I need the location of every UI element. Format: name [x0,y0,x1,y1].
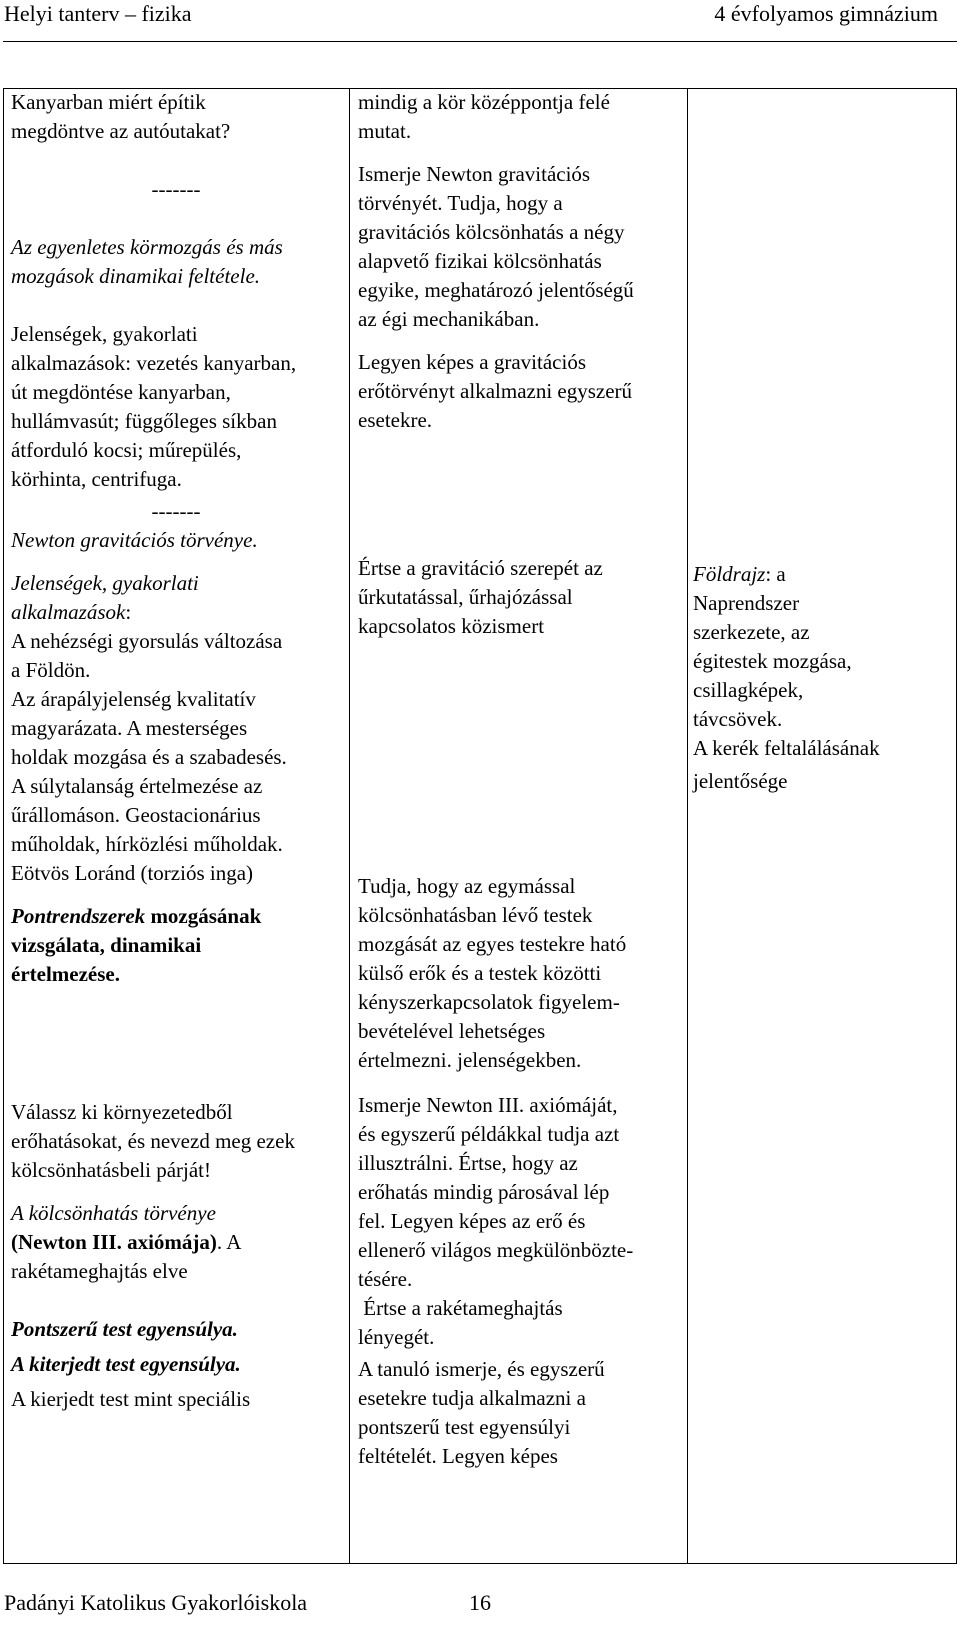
requirements-point-systems [358,872,626,1075]
topic-title-line: mozgások dinamikai feltétele. [11,264,261,288]
topic-title-line: Pontrendszerek mozgásának [11,904,262,928]
topic-circular-motion [11,88,341,494]
topic-title-line: (Newton III. axiómája). A [11,1230,242,1254]
link-line: távcsövek. [693,707,783,731]
requirement-line: Legyen képes a gravitációs [358,350,586,374]
requirement-line: Értse a gravitáció szerepét az [358,556,603,580]
requirement-line: tésére. [358,1267,413,1291]
phenomena-line: űrállomáson. Geostacionárius [11,803,261,827]
phenomena-line: magyarázata. A mesterséges [11,716,248,740]
phenomena-line: műholdak, hírközlési műholdak. [11,832,283,856]
topic-line: A kierjedt test mint speciális [11,1387,251,1411]
link-line: égitestek mozgása, [693,649,852,673]
phenomena-line: Jelenségek, gyakorlati [11,322,198,346]
requirement-line: törvényét. Tudja, hogy a [358,191,563,215]
requirement-line: Ismerje Newton gravitációs [358,162,591,186]
topic-gravitation [11,497,341,989]
requirement-line: mindig a kör középpontja felé [358,90,610,114]
page-header [0,0,960,48]
header-subject: Helyi tanterv – fizika [4,1,192,26]
requirement-line: erőhatás mindig párosával lép [358,1180,610,1204]
footer-school: Padányi Katolikus Gyakorlóiskola [4,1590,308,1615]
topic-title-line: értelmezése. [11,962,120,986]
question-line: megdöntve az autóutakat? [11,119,231,143]
requirement-line: ellenerő világos megkülönbözte- [358,1238,634,1262]
topic-title-line: vizsgálata, dinamikai [11,933,202,957]
phenomena-heading: Jelenségek, gyakorlati [11,571,199,595]
requirement-line: kölcsönhatásban lévő testek [358,903,593,927]
requirement-line: A tanuló ismerje, és egyszerű [358,1357,605,1381]
phenomena-line: a Földön. [11,658,91,682]
phenomena-heading: alkalmazások: [11,600,132,624]
requirement-line: pontszerű test egyensúlyi [358,1415,571,1439]
header-school-type: 4 évfolyamos gimnázium [714,1,938,26]
requirements-circular-gravitation [358,88,634,435]
requirement-line: külső erők és a testek közötti [358,961,602,985]
requirement-line: mutat. [358,119,412,143]
phenomena-line: A súlytalanság értelmezése az [11,774,263,798]
phenomena-line: Az árapályjelenség kvalitatív [11,687,256,711]
phenomena-line: alkalmazások: vezetés kanyarban, [11,351,297,375]
phenomena-line: A nehézségi gyorsulás változása [11,629,283,653]
requirements-space-research [358,554,603,641]
requirement-line: az égi mechanikában. [358,307,540,331]
phenomena-line: holdak mozgása és a szabadesés. [11,745,287,769]
requirement-line: kapcsolatos közismert [358,614,545,638]
requirement-line: bevételével lehetséges [358,1019,546,1043]
column-divider-2 [687,88,688,1564]
link-line: szerkezete, az [693,620,810,644]
requirement-line: Ismerje Newton III. axiómáját, [358,1093,618,1117]
link-line: Naprendszer [693,591,800,615]
curriculum-table [3,88,960,1566]
phenomena-line: átforduló kocsi; műrepülés, [11,438,242,462]
link-line: csillagképek, [693,678,804,702]
requirements-newton-third-law [358,1091,633,1352]
requirement-line: Értse a rakétameghajtás [358,1296,563,1320]
page-footer [0,1590,960,1628]
topic-title: A kiterjedt test egyensúlya. [11,1352,241,1376]
requirement-line: feltételét. Legyen képes [358,1444,558,1468]
link-line: Földrajz: a [693,562,786,586]
topic-title: Newton gravitációs törvénye. [11,528,258,552]
requirement-line: értelmezni. jelenségekben. [358,1048,582,1072]
requirement-line: alapvető fizikai kölcsönhatás [358,249,602,273]
phenomena-line: Eötvös Loránd (torziós inga) [11,861,254,885]
requirement-line: Tudja, hogy az egymással [358,874,576,898]
requirement-line: űrkutatással, űrhajózással [358,585,573,609]
topic-title: Pontszerű test egyensúlya. [11,1317,238,1341]
link-line: A kerék feltalálásának [693,736,880,760]
phenomena-line: út megdöntése kanyarban, [11,380,231,404]
task-line: erőhatásokat, és nevezd meg ezek [11,1129,295,1153]
page-number: 16 [469,1590,491,1615]
topic-title-line: A kölcsönhatás törvénye [11,1201,216,1225]
requirement-line: illusztrálni. Értse, hogy az [358,1151,578,1175]
column-divider-1 [349,88,350,1564]
requirement-line: egyike, meghatározó jelentőségű [358,278,634,302]
requirement-line: esetekre tudja alkalmazni a [358,1386,586,1410]
requirement-line: és egyszerű példákkal tudja azt [358,1122,620,1146]
task-line: Válassz ki környezetedből [11,1100,233,1124]
header-rule [3,41,957,42]
link-line: jelentősége [693,769,788,793]
phenomena-line: körhinta, centrifuga. [11,467,182,491]
cross-curricular-links [693,560,880,796]
requirement-line: gravitációs kölcsönhatás a négy [358,220,625,244]
topic-title-line: rakétameghajtás elve [11,1259,188,1283]
requirement-line: erőtörvényt alkalmazni egyszerű [358,379,633,403]
task-line: kölcsönhatásbeli párját! [11,1158,212,1182]
requirement-line: kényszerkapcsolatok figyelem- [358,990,620,1014]
separator-dashes: ------- [151,177,201,201]
requirement-line: mozgását az egyes testekre ható [358,932,627,956]
topic-title-line: Az egyenletes körmozgás és más [11,235,283,259]
requirement-line: esetekre. [358,408,433,432]
requirement-line: lényegét. [358,1325,435,1349]
requirements-equilibrium [358,1355,605,1471]
separator-dashes: ------- [151,499,201,523]
phenomena-line: hullámvasút; függőleges síkban [11,409,277,433]
question-line: Kanyarban miért építik [11,90,206,114]
topic-interaction-law [11,1098,295,1414]
requirement-line: fel. Legyen képes az erő és [358,1209,586,1233]
